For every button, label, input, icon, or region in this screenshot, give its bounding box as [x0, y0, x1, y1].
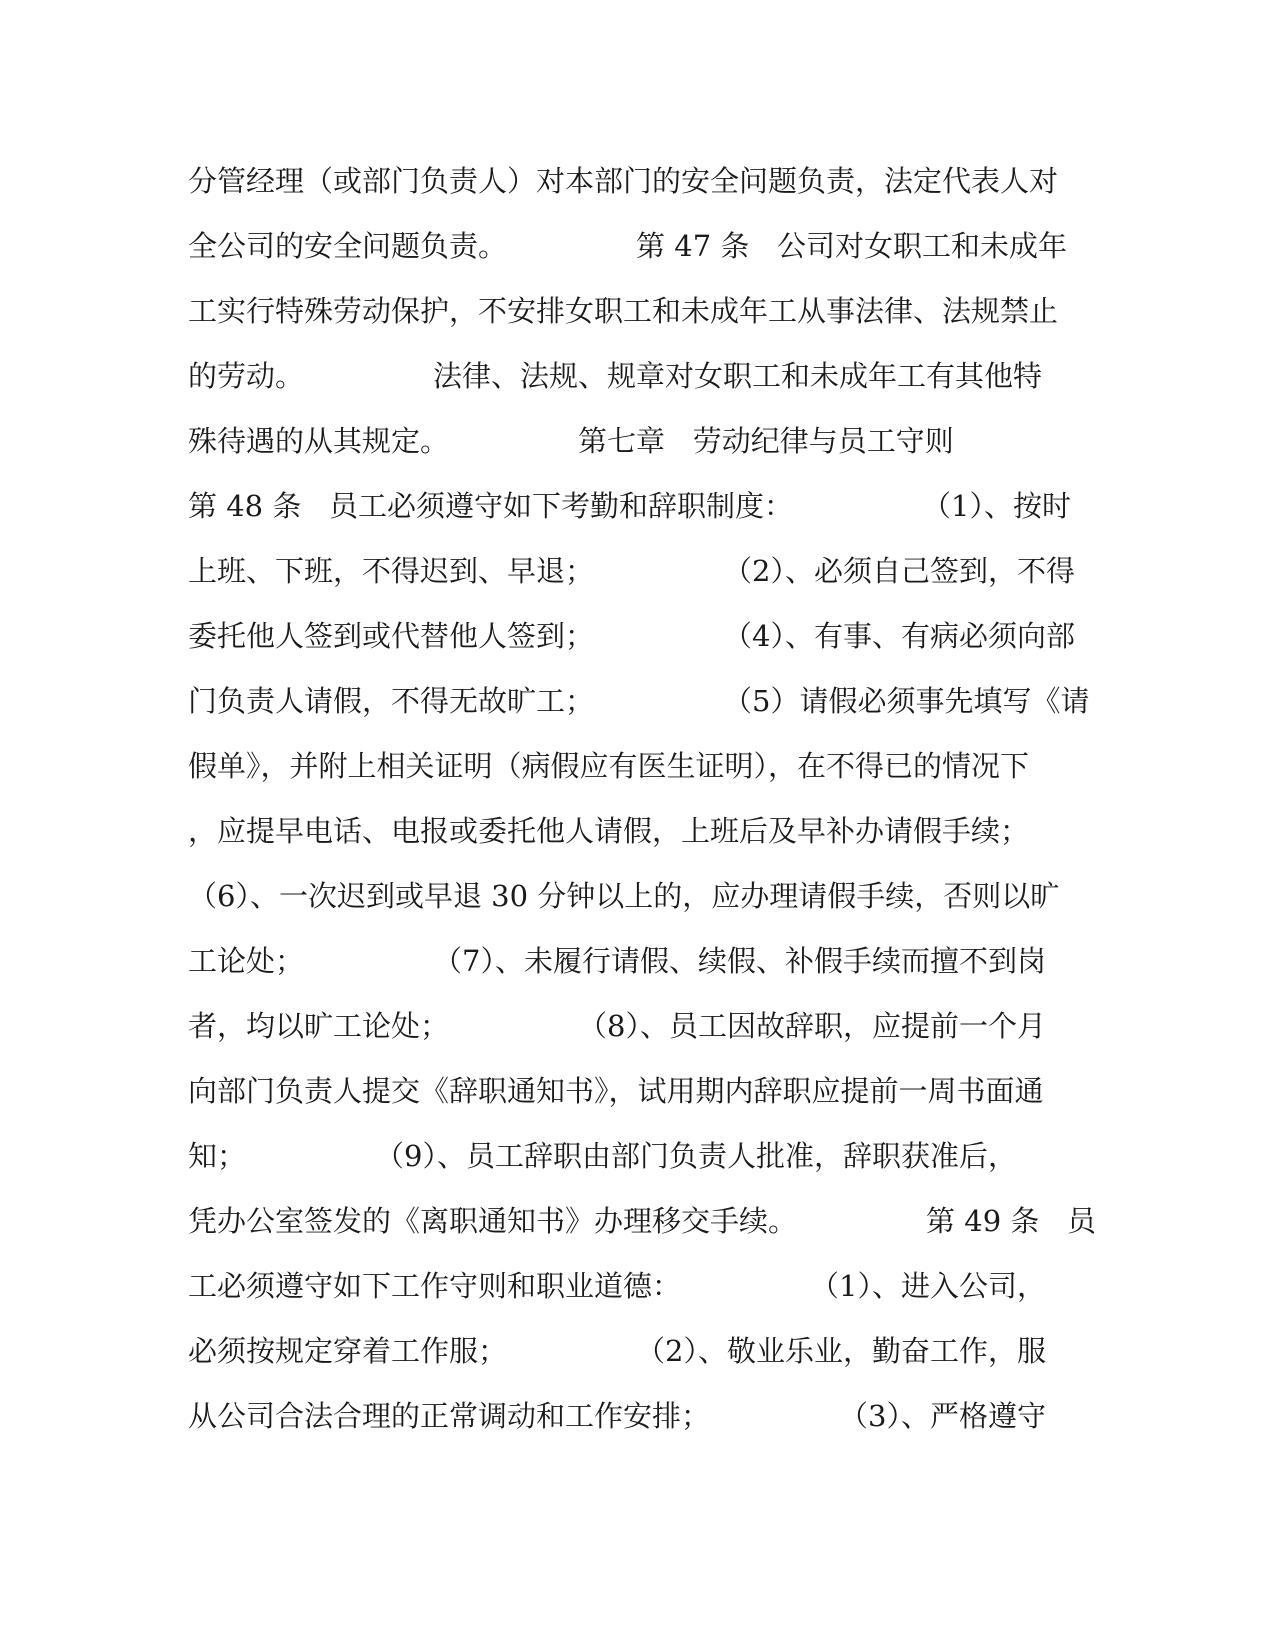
text-line-19: 必须按规定穿着工作服； （2）、敬业乐业，勤奋工作，服: [188, 1334, 1047, 1368]
text-line-7: 上班、下班，不得迟到、早退； （2）、必须自己签到，不得: [188, 554, 1076, 588]
text-line-1: 分管经理（或部门负责人）对本部门的安全问题负责，法定代表人对: [188, 164, 1059, 198]
text-line-10: 假单》，并附上相关证明（病假应有医生证明），在不得已的情况下: [188, 749, 1030, 783]
text-line-18: 工必须遵守如下工作守则和职业道德： （1）、进入公司，: [188, 1269, 1047, 1303]
text-line-8: 委托他人签到或代替他人签到； （4）、有事、有病必须向部: [188, 619, 1076, 653]
text-line-12: （6）、一次迟到或早退 30 分钟以上的，应办理请假手续，否则以旷: [188, 879, 1060, 913]
text-line-13: 工论处； （7）、未履行请假、续假、补假手续而擅不到岗: [188, 944, 1047, 978]
text-line-20: 从公司合法合理的正常调动和工作安排； （3）、严格遵守: [188, 1399, 1047, 1433]
text-line-17: 凭办公室签发的《离职通知书》办理移交手续。 第 49 条 员: [188, 1204, 1097, 1238]
text-line-3: 工实行特殊劳动保护，不安排女职工和未成年工从事法律、法规禁止: [188, 294, 1059, 328]
text-line-2: 全公司的安全问题负责。 第 47 条 公司对女职工和未成年: [188, 229, 1068, 263]
text-line-5: 殊待遇的从其规定。 第七章 劳动纪律与员工守则: [188, 424, 954, 458]
text-line-6: 第 48 条 员工必须遵守如下考勤和辞职制度： （1）、按时: [188, 489, 1072, 523]
text-line-9: 门负责人请假，不得无故旷工； （5）请假必须事先填写《请: [188, 684, 1090, 718]
text-line-15: 向部门负责人提交《辞职通知书》，试用期内辞职应提前一周书面通: [188, 1074, 1044, 1108]
text-line-16: 知； （9）、员工辞职由部门负责人批准，辞职获准后，: [188, 1139, 1018, 1173]
document-body: [188, 160, 1097, 1460]
text-line-4: 的劳动。 法律、法规、规章对女职工和未成年工有其他特: [188, 359, 1043, 393]
text-line-11: ，应提早电话、电报或委托他人请假，上班后及早补办请假手续；: [188, 814, 1030, 848]
text-line-14: 者，均以旷工论处； （8）、员工因故辞职，应提前一个月: [188, 1009, 1047, 1043]
